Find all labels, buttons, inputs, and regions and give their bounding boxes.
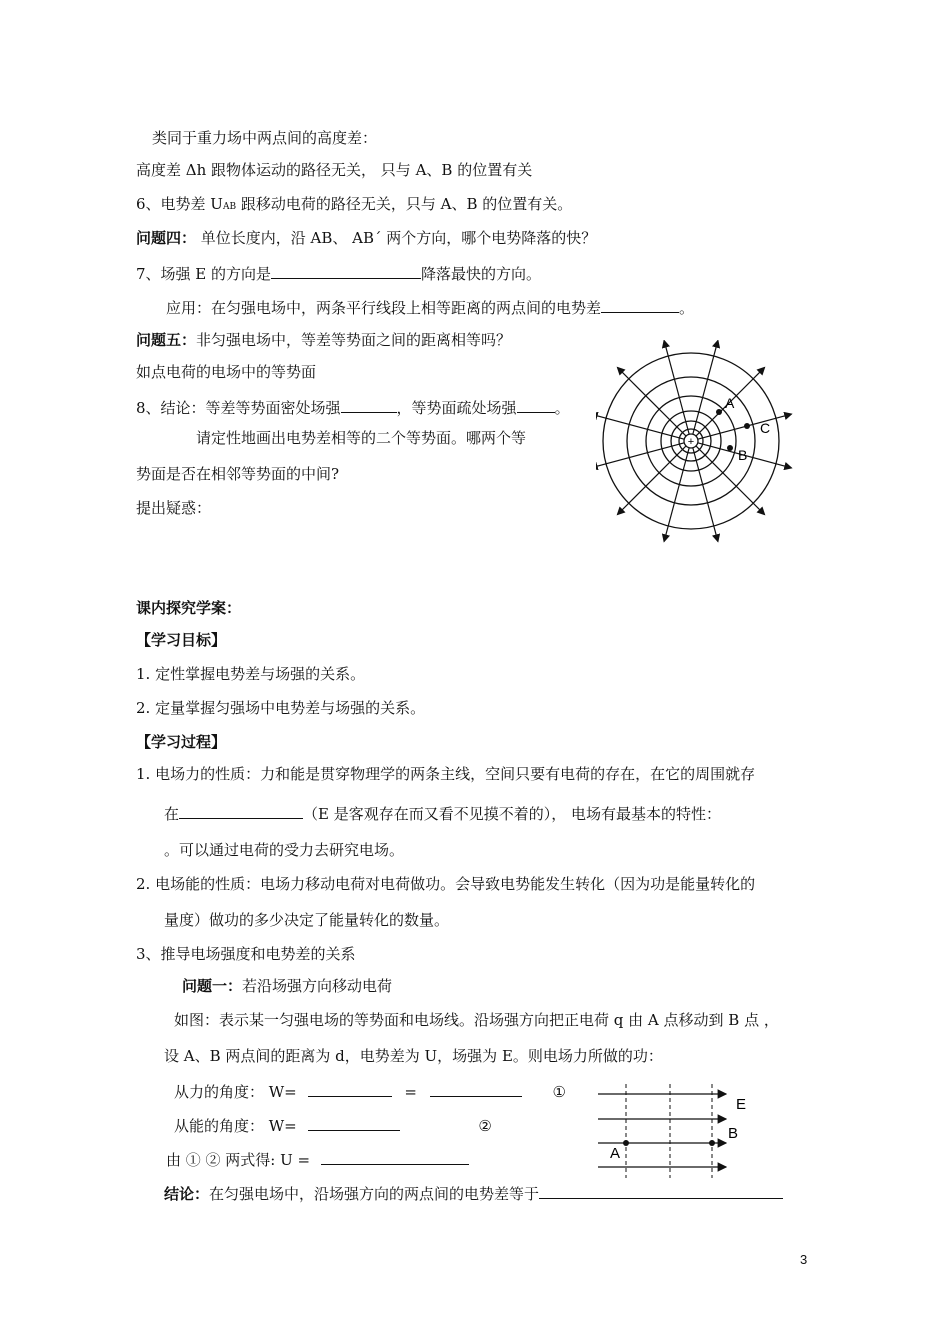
- item-7: [136, 262, 541, 284]
- process-1-line-2: [164, 802, 721, 824]
- question-1: [182, 976, 392, 996]
- process-2-line-2: 量度）做功的多少决定了能量转化的数量。: [164, 911, 450, 929]
- conclusion-text: 在匀强电场中，沿场强方向的两点间的电势差等于: [209, 1185, 540, 1203]
- force-angle-text: 从力的角度： W=: [174, 1083, 297, 1101]
- label-C: C: [760, 420, 771, 436]
- conclusion-blank[interactable]: [539, 1182, 783, 1199]
- process-3: 3、推导电场强度和电势差的关系: [136, 945, 356, 963]
- field-line-8: [617, 367, 686, 436]
- item-7-text-a: 7、场强 E 的方向是: [136, 265, 272, 283]
- point-A: [623, 1140, 629, 1146]
- point-A: [716, 409, 722, 415]
- item-6-text-a: 6、电势差 U: [136, 195, 223, 213]
- label-E: E: [736, 1096, 747, 1113]
- item-8-text-a: 8、结论：等差等势面密处场强: [136, 399, 341, 417]
- figure-description-2: 设 A、B 两点间的距离为 d，电势差为 U，场强为 E。则电场力所做的功：: [164, 1047, 663, 1065]
- figure-description-1: 如图：表示某一匀强电场的等势面和电场线。沿场强方向把正电荷 q 由 A 点移动到 B 点 ，: [174, 1011, 779, 1029]
- label-A: A: [725, 395, 735, 411]
- force-blank-1[interactable]: [308, 1080, 392, 1097]
- label-B: B: [738, 447, 748, 463]
- point-B: [709, 1140, 715, 1146]
- page-number: 3: [800, 1252, 808, 1267]
- field-line-5: [617, 446, 686, 515]
- question-4: [136, 228, 596, 248]
- question-1-label: 问题一：: [182, 977, 243, 995]
- goal-1: 1. 定性掌握电势差与场强的关系。: [136, 665, 366, 683]
- item-8: [136, 396, 570, 418]
- question-5-text: 非匀强电场中，等差等势面之间的距离相等吗？: [196, 331, 512, 349]
- conclusion-label: 结论：: [164, 1185, 210, 1203]
- process-1-text-b: （E 是客观存在而又看不见摸不着的）， 电场有最基本的特性：: [303, 805, 722, 823]
- item-8-text-c: 。: [554, 399, 570, 417]
- energy-angle-line: [174, 1114, 492, 1136]
- application-line: [166, 296, 694, 318]
- point-charge-line: 如点电荷的电场中的等势面: [136, 363, 317, 381]
- application-blank[interactable]: [601, 296, 679, 313]
- process-1-blank[interactable]: [179, 802, 303, 819]
- label-B: B: [728, 1125, 739, 1142]
- process-1-line-1: 1. 电场力的性质：力和能是贯穿物理学的两条主线，空间只要有电荷的存在，在它的周围就存: [136, 765, 756, 783]
- process-2-line-1: 2. 电场能的性质：电场力移动电荷对电荷做功。会导致电势能发生转化（因为功是能量转化的: [136, 875, 756, 893]
- item-7-text-b: 降落最快的方向。: [421, 265, 542, 283]
- label-A: A: [610, 1145, 621, 1162]
- item-6: [136, 194, 572, 217]
- derive-line: [166, 1148, 469, 1170]
- question-4-text: 单位长度内，沿 AB、 AB´ 两个方向，哪个电势降落的快？: [196, 229, 597, 247]
- question-5: [136, 330, 511, 350]
- point-B: [727, 445, 733, 451]
- field-line-2: [696, 446, 765, 515]
- derive-blank[interactable]: [321, 1148, 469, 1165]
- draw-instruction-2: 势面是否在相邻等势面的中间?: [136, 465, 340, 483]
- item-7-blank[interactable]: [271, 262, 421, 279]
- point-C: [744, 423, 750, 429]
- equation-number-2: ②: [478, 1117, 492, 1135]
- application-end: 。: [679, 299, 695, 317]
- item-6-subscript: AB: [222, 202, 237, 212]
- line-height-difference: 高度差 Δh 跟物体运动的路径无关， 只与 A、B 的位置有关: [136, 161, 533, 179]
- question-1-text: 若沿场强方向移动电荷: [242, 977, 393, 995]
- draw-instruction-1: 请定性地画出电势差相等的二个等势面。哪两个等: [196, 429, 527, 447]
- force-blank-2[interactable]: [430, 1080, 522, 1097]
- equation-number-1: ①: [552, 1083, 566, 1101]
- item-6-text-b: 跟移动电荷的路径无关，只与 A、B 的位置有关。: [236, 195, 573, 213]
- force-angle-line: [174, 1080, 566, 1102]
- process-1-line-3: 。可以通过电荷的受力去研究电场。: [164, 841, 405, 859]
- item-8-blank-sparse[interactable]: [517, 396, 555, 413]
- question-5-label: 问题五：: [136, 331, 197, 349]
- inclass-heading: 课内探究学案：: [136, 599, 242, 617]
- energy-blank[interactable]: [308, 1114, 400, 1131]
- force-equals: =: [404, 1083, 417, 1101]
- goals-heading: 【学习目标】: [136, 631, 227, 649]
- goal-2: 2. 定量掌握匀强场中电势差与场强的关系。: [136, 699, 426, 717]
- item-8-blank-dense[interactable]: [341, 396, 397, 413]
- doubt-label: 提出疑惑：: [136, 499, 212, 517]
- process-1-text-a: 在: [164, 805, 180, 823]
- uniform-field-figure: [594, 1080, 774, 1180]
- question-4-label: 问题四：: [136, 229, 197, 247]
- conclusion-line: [164, 1182, 783, 1204]
- energy-angle-text: 从能的角度： W=: [174, 1117, 297, 1135]
- line-analogy: 类同于重力场中两点间的高度差：: [152, 129, 378, 147]
- point-charge-equipotential-figure: [596, 340, 796, 548]
- process-heading: 【学习过程】: [136, 733, 227, 751]
- application-text: 应用：在匀强电场中，两条平行线段上相等距离的两点间的电势差: [166, 299, 602, 317]
- item-8-text-b: ，等势面疏处场强: [396, 399, 517, 417]
- charge-sign: +: [687, 436, 695, 448]
- derive-text: 由 ① ② 两式得: U =: [166, 1151, 311, 1169]
